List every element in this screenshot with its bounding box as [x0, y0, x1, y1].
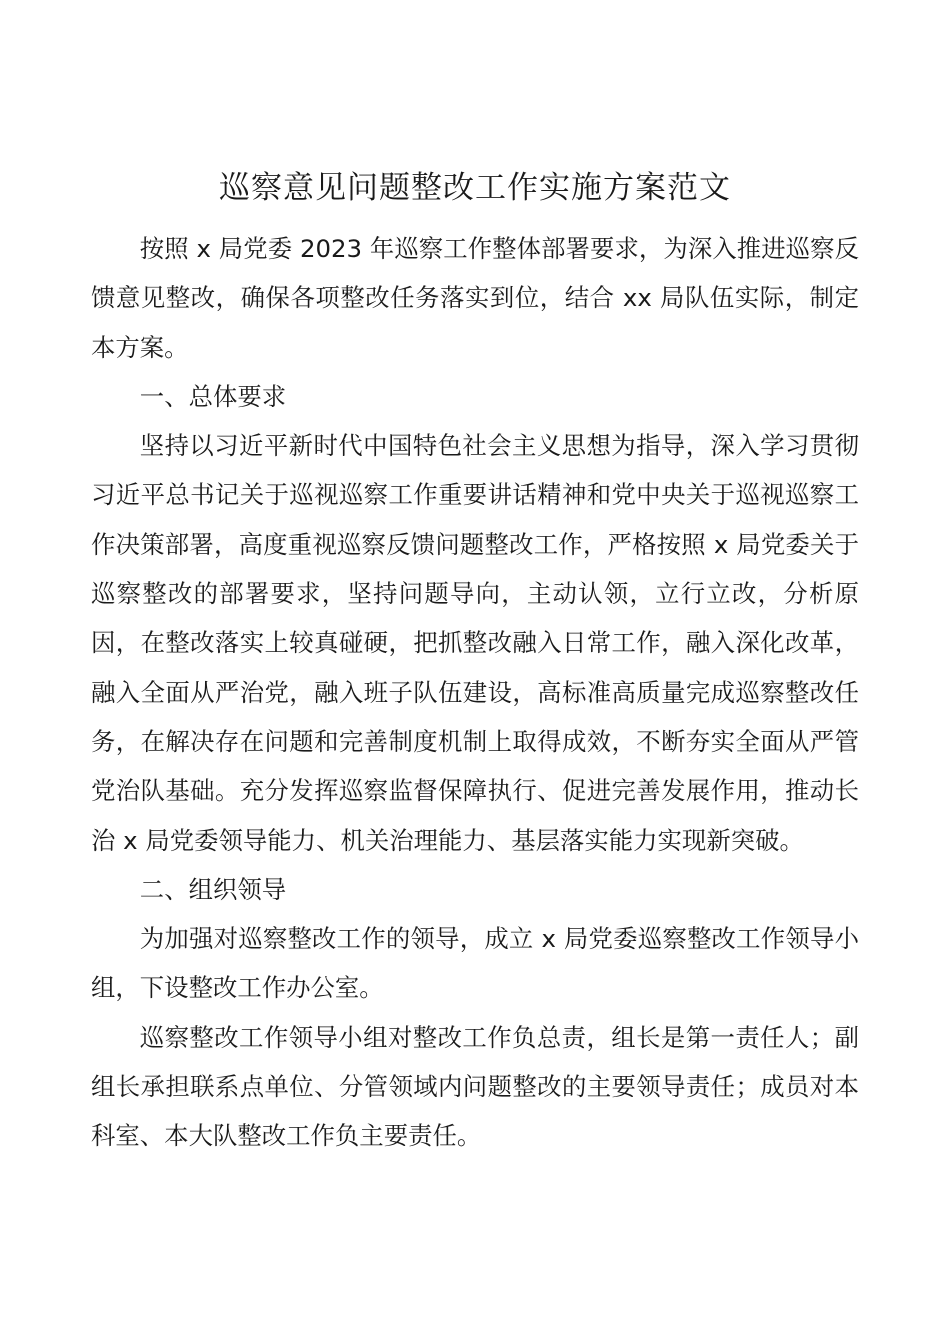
section-heading-organization-leadership: 二、组织领导: [139, 874, 287, 904]
leadership-responsibility-paragraph: 巡察整改工作领导小组对整改工作负总责，组长是第一责任人；副组长承担联系点单位、分管领域内问题整改的主要领导责任；成员对本科室、本大队整改工作负主要责任。: [91, 1022, 859, 1151]
section-heading-general-requirements: 一、总体要求: [139, 381, 287, 411]
document-title: 巡察意见问题整改工作实施方案范文: [219, 170, 731, 206]
intro-paragraph: 按照 x 局党委 2023 年巡察工作整体部署要求，为深入推进巡察反馈意见整改，确保各项整改任务落实到位，结合 xx 局队伍实际，制定本方案。: [91, 234, 859, 362]
general-requirements-paragraph: 坚持以习近平新时代中国特色社会主义思想为指导，深入学习贯彻习近平总书记关于巡视巡察工作重要讲话精神和党中央关于巡视巡察工作决策部署，高度重视巡察反馈问题整改工作，严格按照 x 局党委关于巡察整改的部署要求，坚持问题导向，主动认领，立行立改，分析原因，在整改落实上较真碰硬，把抓整改融入日常工作，融入深化改革，融入全面从严治党，融入班子队伍建设，高标准高质量完成巡察整改任务，在解决存在问题和完善制度机制上取得成效，不断夯实全面从严管党治队基础。充分发挥巡察监督保障执行、促进完善发展作用，推动长治 x 局党委领导能力、机关治理能力、基层落实能力实现新突破。: [91, 431, 859, 855]
document-body: [91, 224, 859, 1161]
leadership-group-paragraph: 为加强对巡察整改工作的领导，成立 x 局党委巡察整改工作领导小组，下设整改工作办公室。: [91, 924, 859, 1003]
